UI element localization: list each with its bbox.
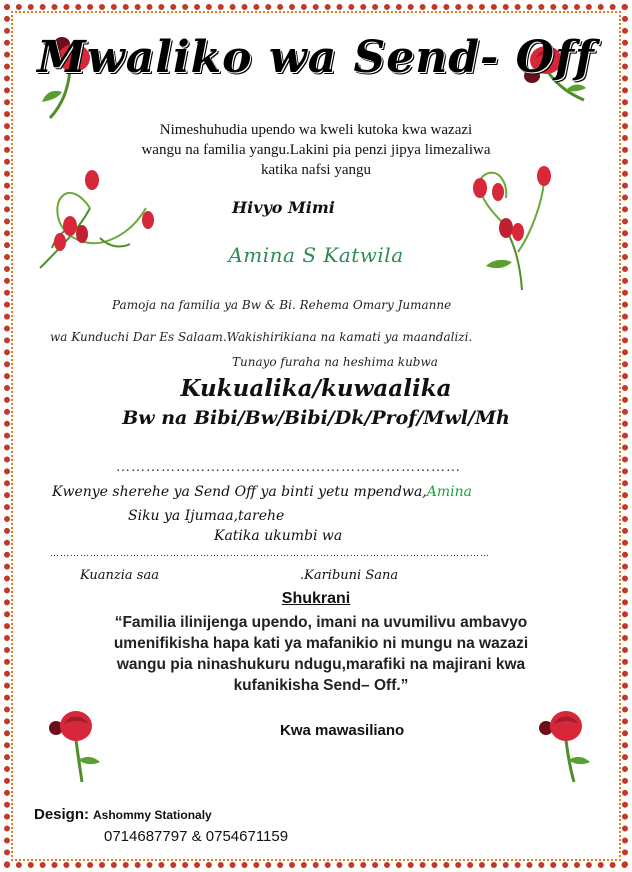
guest-name-blank: ……………………………………………………………	[116, 460, 461, 475]
designer-name: Ashommy Stationaly	[93, 808, 212, 822]
event-venue: Katika ukumbi wa	[214, 528, 343, 544]
invite-heading: Kukualika/kuwaalika	[180, 375, 452, 402]
hivyo-text: Hivyo Mimi	[232, 198, 335, 217]
design-label: Design:	[34, 806, 90, 823]
intro-line-1: Nimeshuhudia upendo wa kweli kutoka kwa wazazi	[159, 122, 473, 138]
design-credit	[34, 806, 212, 824]
intro-paragraph	[90, 120, 542, 180]
event-text: Kwenye sherehe ya Send Off ya binti yetu mpendwa,	[52, 484, 427, 500]
thanks-line-2: umenifikisha hapa kati ya mafanikio ni mungu na wazazi	[113, 635, 529, 652]
thanks-heading: Shukrani	[281, 590, 351, 607]
family-line-1: Pamoja na familia ya Bw & Bi. Rehema Omary Jumanne	[112, 298, 452, 312]
thanks-line-3: wangu pia ninashukuru ndugu,marafiki na majirani kwa	[116, 656, 526, 673]
event-description	[52, 484, 472, 500]
family-line-3: Tunayo furaha na heshima kubwa	[232, 355, 438, 369]
contact-label: Kwa mawasiliano	[280, 722, 405, 739]
intro-line-3: katika nafsi yangu	[261, 162, 371, 178]
rose-heart-right-icon	[462, 162, 562, 292]
bride-name: Amina S Katwila	[228, 243, 404, 267]
event-highlight-name: Amina	[426, 484, 472, 500]
thanks-quote	[36, 612, 606, 696]
page-title: Mwaliko wa Send- Off	[37, 32, 595, 83]
venue-blank: ……………………………………………………………………………………………………………………	[50, 548, 490, 558]
thanks-line-4: kufanikisha Send– Off.”	[233, 677, 409, 694]
guest-titles: Bw na Bibi/Bw/Bibi/Dk/Prof/Mwl/Mh	[122, 407, 510, 429]
welcome-text: .Karibuni Sana	[300, 568, 399, 583]
rose-bottom-left-icon	[46, 704, 106, 784]
start-time: Kuanzia saa	[80, 568, 159, 583]
rose-bottom-right-icon	[534, 704, 594, 784]
contact-phones: 0714687797 & 0754671159	[104, 828, 289, 845]
thanks-line-1: “Familia ilinijenga upendo, imani na uvumilivu ambavyo	[114, 614, 528, 631]
event-day: Siku ya Ijumaa,tarehe	[128, 508, 285, 524]
family-line-2: wa Kunduchi Dar Es Salaam.Wakishirikiana na kamati ya maandalizi.	[50, 330, 473, 344]
intro-line-2: wangu na familia yangu.Lakini pia penzi jipya limezaliwa	[141, 142, 491, 158]
